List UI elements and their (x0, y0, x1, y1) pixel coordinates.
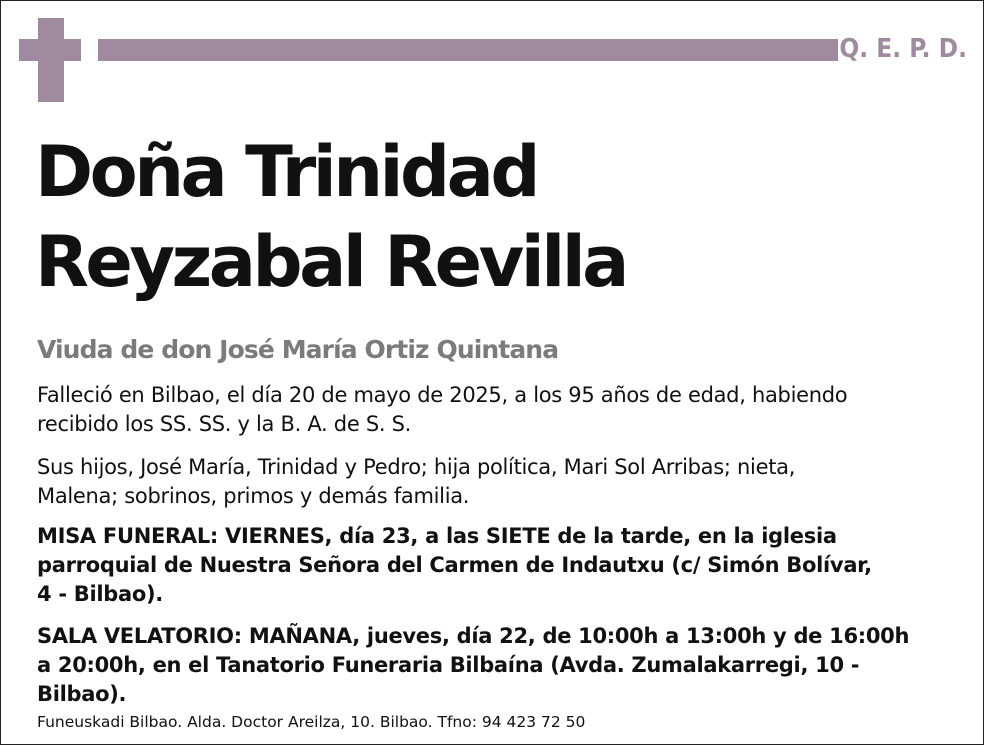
cross-horizontal-bar (19, 39, 81, 61)
paragraph-line: a 20:00h, en el Tanatorio Funeraria Bilbaína (Avda. Zumalakarregi, 10 - (37, 653, 860, 677)
paragraph-line: MISA FUNERAL: VIERNES, día 23, a las SIETE de la tarde, en la iglesia (37, 524, 837, 548)
header-rule (98, 39, 838, 61)
wake-room-paragraph (37, 622, 967, 709)
paragraph-line: recibido los SS. SS. y la B. A. de S. S. (37, 412, 412, 436)
widow-subtitle: Viuda de don José María Ortiz Quintana (37, 335, 559, 364)
paragraph-line: SALA VELATORIO: MAÑANA, jueves, día 22, de 10:00h a 13:00h y de 16:00h (37, 624, 910, 648)
family-paragraph (37, 453, 967, 511)
deceased-name (35, 127, 626, 307)
funeral-home-footer: Funeuskadi Bilbao. Alda. Doctor Areilza, 10. Bilbao. Tfno: 94 423 72 50 (37, 713, 586, 731)
funeral-mass-paragraph (37, 522, 967, 609)
paragraph-line: Sus hijos, José María, Trinidad y Pedro; hija política, Mari Sol Arribas; nieta, (37, 455, 796, 479)
paragraph-line: Bilbao). (37, 682, 127, 706)
paragraph-line: parroquial de Nuestra Señora del Carmen de Indautxu (c/ Simón Bolívar, (37, 553, 872, 577)
paragraph-line: 4 - Bilbao). (37, 582, 163, 606)
qepd-label: Q. E. P. D. (839, 34, 967, 64)
paragraph-line: Malena; sobrinos, primos y demás familia. (37, 484, 470, 508)
deceased-name-line2: Reyzabal Revilla (35, 221, 626, 303)
death-details-paragraph (37, 381, 967, 439)
deceased-name-line1: Doña Trinidad (35, 131, 537, 213)
paragraph-line: Falleció en Bilbao, el día 20 de mayo de 2025, a los 95 años de edad, habiendo (37, 383, 848, 407)
